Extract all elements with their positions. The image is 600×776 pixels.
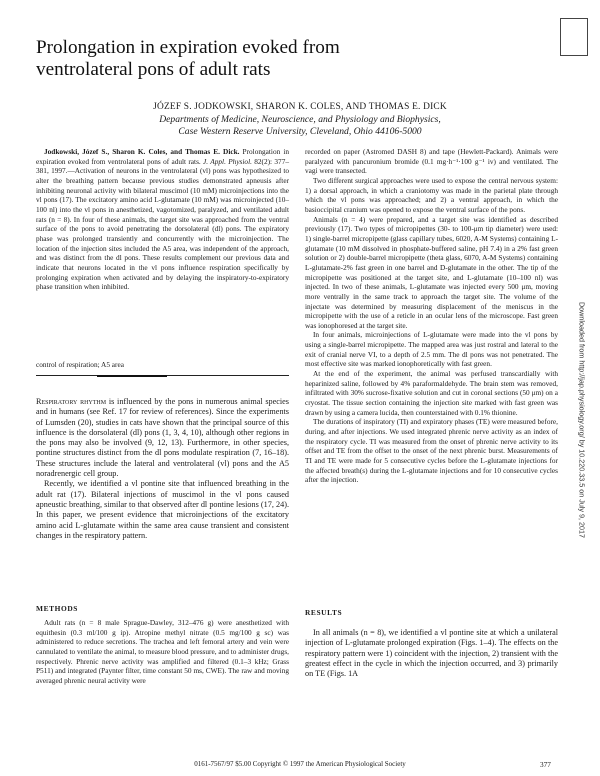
methods-paragraph-1: Adult rats (n = 8 male Sprague-Dawley, 312–476 g) were anesthetized with equithesin (0.3 ml/100 g ip). Atropine methyl nitrate (0.5 mg/100 g sc) was administered to reduce secretions. The trachea and left femoral artery and vein were cannulated to ventilate the animal, to measure blood pressure, and to administer drugs, respectively. Phrenic nerve activity was amplified and filtered (0.1–3 kHz; Grass P511) and integrated (Paynter filter, time constant 50 ms, CWE). The raw and moving averaged phrenic neural activity were bbox=[36, 618, 289, 685]
results-section bbox=[305, 628, 558, 679]
title-line-1: Prolongation in expiration evoked from bbox=[36, 37, 340, 58]
introduction bbox=[36, 397, 289, 541]
abstract-divider-accent bbox=[97, 375, 167, 377]
results-paragraph-1: In all animals (n = 8), we identified a vl pontine site at which a unilateral injection of L-glutamate prolonged expiration (Figs. 1–4). The effects on the respiratory pattern were 1) coincident with the injection, 2) transient with the greatest effect in the cycle in which the injection occurred, and 3) primarily on TE (Figs. 1A bbox=[305, 628, 558, 679]
citation-details: 82(2): 377–381, 1997.— bbox=[36, 156, 289, 176]
intro-p1-body: is influenced by the pons in numerous animal species and in humans (see Ref. 17 for review of references). Since the experiments of Lumsden (20), studies in cats have shown that the principal source of this influence is the dorsolateral (dl) pons (1, 3, 4, 10), although other regions in the pons may also be involved (9, 12, 13). Furthermore, in other species, pontine structures distinct from the dl pons modulate respiration (7, 16–18). These structures include the lateral and ventrolateral (vl) pons and the A5 noradrenergic cell group. bbox=[36, 397, 289, 479]
affiliation-line-2: Case Western Reserve University, Cleveland, Ohio 44106-5000 bbox=[178, 126, 422, 137]
right-column bbox=[305, 147, 558, 485]
download-watermark[interactable] bbox=[567, 210, 597, 630]
citation-authors: Jodkowski, Józef S., Sharon K. Coles, and Thomas E. Dick. bbox=[44, 147, 240, 156]
page-number: 377 bbox=[540, 760, 551, 769]
author-list: JÓZEF S. JODKOWSKI, SHARON K. COLES, AND THOMAS E. DICK bbox=[153, 102, 447, 112]
methods-section bbox=[36, 618, 289, 686]
abstract bbox=[36, 147, 289, 292]
copyright-footer: 0161-7567/97 $5.00 Copyright © 1997 the American Physiological Society bbox=[194, 760, 406, 768]
right-paragraph-4: In four animals, microinjections of L-glutamate were made into the vl pons by using a single-barrel micropipette. The mapped area was just rostral and lateral to the exit of cranial nerve VI, to a depth of 2.5 mm. The dl pons was not penetrated. The most effective site was marked ionophoretically with fast green. bbox=[305, 330, 558, 369]
abstract-body: Activation of neurons in the ventrolateral (vl) pons was hypothesized to alter the breathing pattern because previous studies demonstrated apneusis after inhibiting neuronal activity with bilateral muscimol (10 mM) microinjections into the vl pons (17). The excitatory amino acid L-glutamate (10 mM) was microinjected (10–100 nl) into the vl pons in anesthetized, vagotomized, paralyzed, and ventilated adult rats (n = 8). In four of these animals, the target site was approached from the ventral surface of the pons to avoid penetrating the dorsolateral (dl) pons. The expiratory phase was prolonged transiently and concurrently with the microinjection. The location of the injection sites included the A5 area, was independent of the approach, and was distinct from the dl pons. These results complement our previous data and indicate that neurons located in the vl pons influence respiration specifically by prolonging expiration when activated and by delaying the inspiratory-to-expiratory phase transition when inhibited. bbox=[36, 166, 289, 292]
right-paragraph-2: Two different surgical approaches were used to expose the central nervous system: 1) a dorsal approach, in which a craniotomy was made in the parietal plate through which the vl pons was approached; and 2) a ventral approach, in which the basioccipital cranium was opened to expose the ventral surface of the pons. bbox=[305, 175, 558, 214]
citation-journal: J. Appl. Physiol. bbox=[203, 156, 252, 166]
affiliation-line-1: Departments of Medicine, Neuroscience, and Physiology and Biophysics, bbox=[159, 114, 441, 125]
right-paragraph-3: Animals (n = 4) were prepared, and a target site was identified as described previously (17). Two types of micropipettes (30- to 100-μm tip diameter) were used: 1) single-barrel micropipette (glass capillary tubes, 6020, A-M Systems) containing L-glutamate (10 mM dissolved in phosphate-buffered saline, pH 7.4) in a 2% fast green solution or 2) double-barrel micropipette (theta glass, 6070, A-M Systems) containing L-glutamate-2% fast green in one barrel and D-glutamate in the other. The tip of the micropipette was positioned at the target site, and L-glutamate (10–100 nl) was injected. In two of these animals, L-glutamate was injected every 500 μm, moving more ventrally in the same track to approach the target site. The volume of the injectate was determined by measuring displacement of the meniscus in the micropipette with the use of a reticle in an ocular lens of the microscope. Fast green was ionophoresed at the target site. bbox=[305, 214, 558, 330]
intro-lead: Respiratory rhythm bbox=[36, 397, 107, 406]
corner-frame bbox=[560, 18, 588, 56]
intro-paragraph-1 bbox=[36, 397, 289, 479]
citation-title: Prolongation in expiration evoked from ventrolateral pons of adult rats. bbox=[36, 147, 289, 166]
intro-paragraph-2: Recently, we identified a vl pontine site that influenced breathing in the adult rat (17). Bilateral injections of muscimol in the vl pons caused apneustic breathing, similar to that observed after dl pontine lesions (17, 24). In this paper, we present evidence that microinjections of the excitatory amino acid L-glutamate within the same area cause transient and consistent changes in the respiratory pattern. bbox=[36, 479, 289, 540]
right-paragraph-1: recorded on paper (Astromed DASH 8) and tape (Hewlett-Packard). Animals were paralyzed with pancuronium bromide (0.1 mg·h⁻¹·100 g⁻¹ iv) and ventilated. The vagi were transected. bbox=[305, 147, 558, 176]
methods-heading: METHODS bbox=[36, 604, 78, 613]
keywords: control of respiration; A5 area bbox=[36, 360, 124, 369]
article-title bbox=[36, 37, 506, 81]
right-paragraph-5: At the end of the experiment, the animal was perfused transcardially with heparinized saline, followed by 4% paraformaldehyde. The brain stem was removed, infiltrated with 30% sucrose-fixative solution and cut in coronal sections (50 μm) on a cryostat. The tissue section containing the injection site marked with fast green was drawn by using a camera lucida, then counterstained with 0.1% thionine. bbox=[305, 369, 558, 417]
download-watermark-text[interactable]: Downloaded from http://jap.physiology.org/ by 10.220.33.5 on July 9, 2017 bbox=[577, 301, 587, 539]
right-paragraph-6: The durations of inspiratory (TI) and expiratory phases (TE) were measured before, during, and after injections. We used integrated phrenic nerve activity as an index of the respiratory cycle. TI was measured from the onset of phrenic nerve activity to its offset and TE from the offset to the onset of the next phrenic burst. Measurements of TI and TE were made for 5 consecutive cycles before the L-glutamate injections for the affected breath(s) during the L-glutamate injections and for 10 consecutive cycles after the injection. bbox=[305, 417, 558, 485]
abstract-paragraph bbox=[36, 147, 289, 292]
results-heading: RESULTS bbox=[305, 608, 343, 617]
title-line-2: ventrolateral pons of adult rats bbox=[36, 59, 271, 80]
